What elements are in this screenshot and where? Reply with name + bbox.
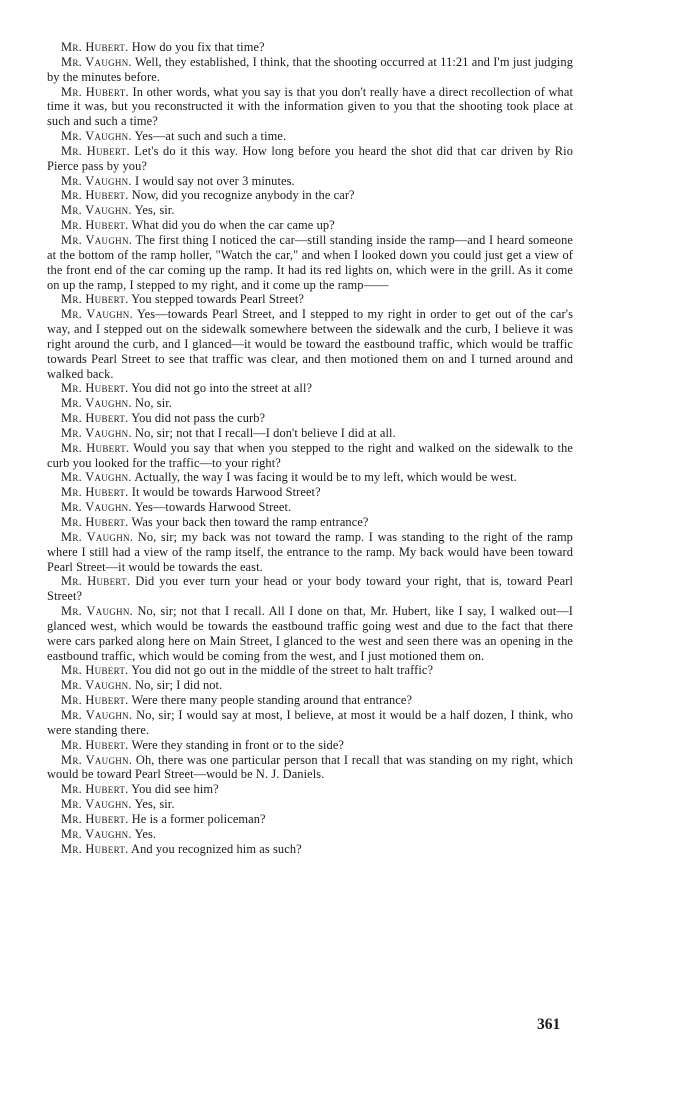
testimony-paragraph — [47, 55, 573, 85]
speaker-label: Mr. Vaughn. — [61, 826, 132, 841]
speaker-label: Mr. Vaughn. — [61, 396, 132, 411]
statement-text: It would be towards Harwood Street? — [131, 485, 321, 500]
speaker-label: Mr. Vaughn. — [61, 752, 133, 767]
testimony-paragraph — [47, 233, 573, 292]
testimony-paragraph — [47, 188, 573, 203]
testimony-paragraph — [47, 396, 573, 411]
speaker-label: Mr. Vaughn. — [61, 173, 132, 188]
speaker-label: Mr. Hubert. — [61, 782, 129, 797]
speaker-label: Mr. Hubert. — [61, 218, 129, 233]
statement-text: Yes—towards Pearl Street, and I stepped to my right in order to get out of the car's way, and I stepped out on the sidewalk somewhere between the sidewalk and the curb, I believe it was right around the curb, and I glanced—it would be toward the eastbound traffic, which would be traffic towards Pearl Street to see that traffic was clear, and then motioned them on and I turned around and walked back. — [47, 307, 573, 381]
statement-text: Now, did you recognize anybody in the car? — [131, 188, 355, 203]
speaker-label: Mr. Vaughn. — [61, 425, 132, 440]
speaker-label: Mr. Hubert. — [61, 381, 129, 396]
statement-text: You stepped towards Pearl Street? — [131, 292, 305, 307]
statement-text: Yes, sir. — [134, 797, 175, 812]
statement-text: No, sir. — [135, 396, 172, 411]
statement-text: Would you say that when you stepped to the right and walked on the sidewalk to the curb you looked for the traffic—to your right? — [47, 440, 573, 470]
statement-text: No, sir; not that I recall. All I done on that, Mr. Hubert, like I say, I walked out—I glanced west, which would be towards the eastbound traffic going west and due to the fact that there were cars parked along here on Main Street, I glanced to the west and seen there was an opening in the eastbound traffic, which would be coming from the west, and I just motioned them on. — [47, 604, 573, 663]
testimony-paragraph — [47, 738, 573, 753]
statement-text: Did you ever turn your head or your body toward your right, that is, toward Pearl Street? — [47, 574, 574, 604]
testimony-paragraph — [47, 411, 573, 426]
testimony-paragraph — [47, 663, 573, 678]
speaker-label: Mr. Hubert. — [61, 292, 129, 307]
statement-text: You did see him? — [131, 782, 219, 797]
statement-text: Well, they established, I think, that the shooting occurred at 11:21 and I'm just judging by the minutes before. — [47, 54, 573, 84]
statement-text: You did not pass the curb? — [131, 411, 266, 426]
testimony-paragraph — [47, 827, 573, 842]
statement-text: Yes—towards Harwood Street. — [134, 500, 292, 515]
statement-text: No, sir; I would say at most, I believe, at most it would be a half dozen, I think, who were standing there. — [47, 707, 573, 737]
speaker-label: Mr. Hubert. — [61, 663, 129, 678]
testimony-paragraph — [47, 485, 573, 500]
testimony-paragraph — [47, 500, 573, 515]
testimony-paragraph — [47, 218, 573, 233]
speaker-label: Mr. Hubert. — [61, 841, 129, 856]
speaker-label: Mr. Hubert. — [61, 40, 129, 54]
statement-text: What did you do when the car came up? — [131, 218, 335, 233]
statement-text: No, sir; not that I recall—I don't believe I did at all. — [135, 425, 396, 440]
statement-text: Yes. — [134, 826, 157, 841]
statement-text: Actually, the way I was facing it would be to my left, which would be west. — [134, 470, 517, 485]
speaker-label: Mr. Vaughn. — [61, 707, 133, 722]
speaker-label: Mr. Hubert. — [61, 485, 129, 500]
speaker-label: Mr. Vaughn. — [61, 129, 132, 144]
testimony-paragraph — [47, 604, 573, 663]
testimony-paragraph — [47, 381, 573, 396]
statement-text: You did not go into the street at all? — [131, 381, 313, 396]
speaker-label: Mr. Vaughn. — [61, 232, 133, 247]
testimony-paragraph — [47, 174, 573, 189]
statement-text: And you recognized him as such? — [131, 841, 302, 856]
statement-text: Oh, there was one particular person that I recall that was standing on my right, which would be toward Pearl Street—would be N. J. Daniels. — [47, 752, 573, 782]
statement-text: How do you fix that time? — [131, 40, 265, 54]
testimony-paragraph — [47, 203, 573, 218]
speaker-label: Mr. Hubert. — [61, 811, 129, 826]
statement-text: No, sir; my back was not toward the ramp. I was standing to the right of the ramp where I still had a view of the ramp itself, the entrance to the ramp. My back would have been toward Pearl Street—it would be towards the east. — [47, 529, 573, 574]
testimony-paragraph — [47, 144, 573, 174]
speaker-label: Mr. Hubert. — [61, 574, 131, 589]
statement-text: I would say not over 3 minutes. — [135, 173, 295, 188]
speaker-label: Mr. Hubert. — [61, 188, 129, 203]
testimony-paragraph — [47, 515, 573, 530]
testimony-paragraph — [47, 530, 573, 575]
speaker-label: Mr. Hubert. — [61, 143, 130, 158]
testimony-paragraph — [47, 292, 573, 307]
statement-text: Was your back then toward the ramp entrance? — [131, 515, 369, 529]
testimony-paragraph — [47, 753, 573, 783]
speaker-label: Mr. Hubert. — [61, 515, 129, 529]
statement-text: He is a former policeman? — [131, 811, 266, 826]
speaker-label: Mr. Vaughn. — [61, 797, 132, 812]
testimony-paragraph — [47, 426, 573, 441]
testimony-paragraph — [47, 678, 573, 693]
testimony-paragraph — [47, 470, 573, 485]
speaker-label: Mr. Vaughn. — [61, 604, 134, 619]
testimony-paragraph — [47, 708, 573, 738]
testimony-paragraph — [47, 812, 573, 827]
testimony-paragraph — [47, 574, 573, 604]
speaker-label: Mr. Hubert. — [61, 693, 129, 708]
speaker-label: Mr. Vaughn. — [61, 470, 132, 485]
statement-text: Were there many people standing around that entrance? — [131, 693, 413, 708]
speaker-label: Mr. Vaughn. — [61, 500, 132, 515]
statement-text: No, sir; I did not. — [135, 678, 223, 693]
speaker-label: Mr. Hubert. — [61, 84, 129, 99]
testimony-paragraph — [47, 85, 573, 130]
speaker-label: Mr. Vaughn. — [61, 529, 134, 544]
testimony-paragraph — [47, 40, 573, 55]
testimony-paragraph — [47, 782, 573, 797]
testimony-paragraph — [47, 797, 573, 812]
statement-text: You did not go out in the middle of the street to halt traffic? — [131, 663, 434, 678]
speaker-label: Mr. Vaughn. — [61, 54, 132, 69]
speaker-label: Mr. Vaughn. — [61, 203, 132, 218]
speaker-label: Mr. Vaughn. — [61, 307, 133, 322]
statement-text: The first thing I noticed the car—still standing inside the ramp—and I heard someone at the bottom of the ramp holler, "Watch the car," and when I looked down you could just get a view of the front end of the car coming up the ramp. It had its red lights on, which were in the grill. As it come on up the ramp, I stepped to my right, and it come up the ramp—— — [47, 232, 573, 292]
speaker-label: Mr. Hubert. — [61, 411, 129, 426]
speaker-label: Mr. Hubert. — [61, 737, 129, 752]
testimony-paragraph — [47, 441, 573, 471]
statement-text: Yes—at such and such a time. — [134, 129, 287, 144]
statement-text: Yes, sir. — [134, 203, 175, 218]
speaker-label: Mr. Vaughn. — [61, 678, 132, 693]
statement-text: Let's do it this way. How long before you heard the shot did that car driven by Rio Pierce pass by you? — [47, 143, 574, 173]
page-number: 361 — [537, 1016, 561, 1033]
testimony-paragraph — [47, 693, 573, 708]
testimony-text — [47, 40, 573, 856]
statement-text: Were they standing in front or to the side? — [131, 737, 345, 752]
testimony-paragraph — [47, 307, 573, 381]
testimony-paragraph — [47, 129, 573, 144]
statement-text: In other words, what you say is that you don't really have a direct recollection of what time it was, but you reconstructed it with the information given to you that the shooting took place at such and such a time? — [47, 84, 573, 129]
speaker-label: Mr. Hubert. — [61, 440, 130, 455]
testimony-paragraph — [47, 842, 573, 857]
